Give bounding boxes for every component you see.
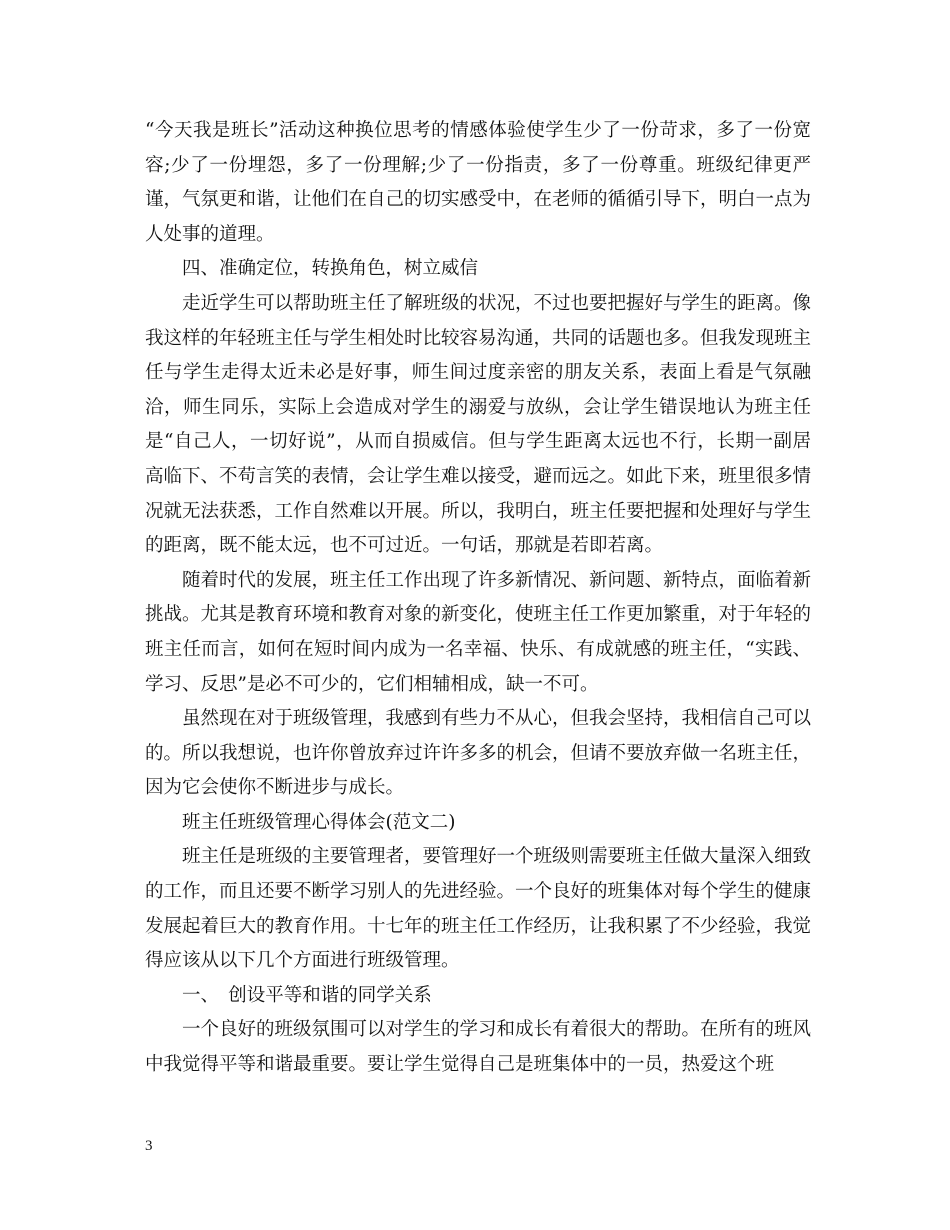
section-heading-1: 一、 创设平等和谐的同学关系 [182,984,432,1006]
article-title-2: 班主任班级管理心得体会(范文二) [182,811,456,833]
section-heading-4: 四、准确定位，转换角色，树立威信 [182,258,479,280]
paragraph-1: “今天我是班长”活动这种换位思考的情感体验使学生少了一份苛求，多了一份宽容;少了一份埋怨，多了一份理解;少了一份指责，多了一份尊重。班级纪律更严谨，气氛更和谐，让他们在自己的切实感受中，在老师的循循引导下，明白一点为人处事的道理。 [145,120,812,245]
paragraph-3: 随着时代的发展，班主任工作出现了许多新情况、新问题、新特点，面临着新挑战。尤其是教育环境和教育对象的新变化，使班主任工作更加繁重，对于年轻的班主任而言，如何在短时间内成为一名幸福、快乐、有成就感的班主任，“实践、学习、反思”是必不可少的，它们相辅相成，缺一不可。 [145,569,812,695]
paragraph-5: 班主任是班级的主要管理者，要管理好一个班级则需要班主任做大量深入细致的工作，而且还要不断学习别人的先进经验。一个良好的班集体对每个学生的健康发展起着巨大的教育作用。十七年的班主任工作经历，让我积累了不少经验，我觉得应该从以下几个方面进行班级管理。 [145,846,812,972]
paragraph-4: 虽然现在对于班级管理，我感到有些力不从心，但我会坚持，我相信自己可以的。所以我想说，也许你曾放弃过许许多多的机会，但请不要放弃做一名班主任，因为它会使你不断进步与成长。 [145,708,812,799]
paragraph-6: 一个良好的班级氛围可以对学生的学习和成长有着很大的帮助。在所有的班风中我觉得平等和谐最重要。要让学生觉得自己是班集体中的一员，热爱这个班 [145,1019,812,1076]
document-body [145,114,811,1083]
paragraph-2: 走近学生可以帮助班主任了解班级的状况，不过也要把握好与学生的距离。像我这样的年轻班主任与学生相处时比较容易沟通，共同的话题也多。但我发现班主任与学生走得太近未必是好事，师生间过度亲密的朋友关系，表面上看是气氛融洽，师生同乐，实际上会造成对学生的溺爱与放纵，会让学生错误地认为班主任是“自己人，一切好说”，从而自损威信。但与学生距离太远也不行，长期一副居高临下、不苟言笑的表情，会让学生难以接受，避而远之。如此下来，班里很多情况就无法获悉，工作自然难以开展。所以，我明白，班主任要把握和处理好与学生的距离，既不能太远，也不可过近。一句话，那就是若即若离。 [145,292,812,557]
page-number: 3 [145,1138,153,1154]
